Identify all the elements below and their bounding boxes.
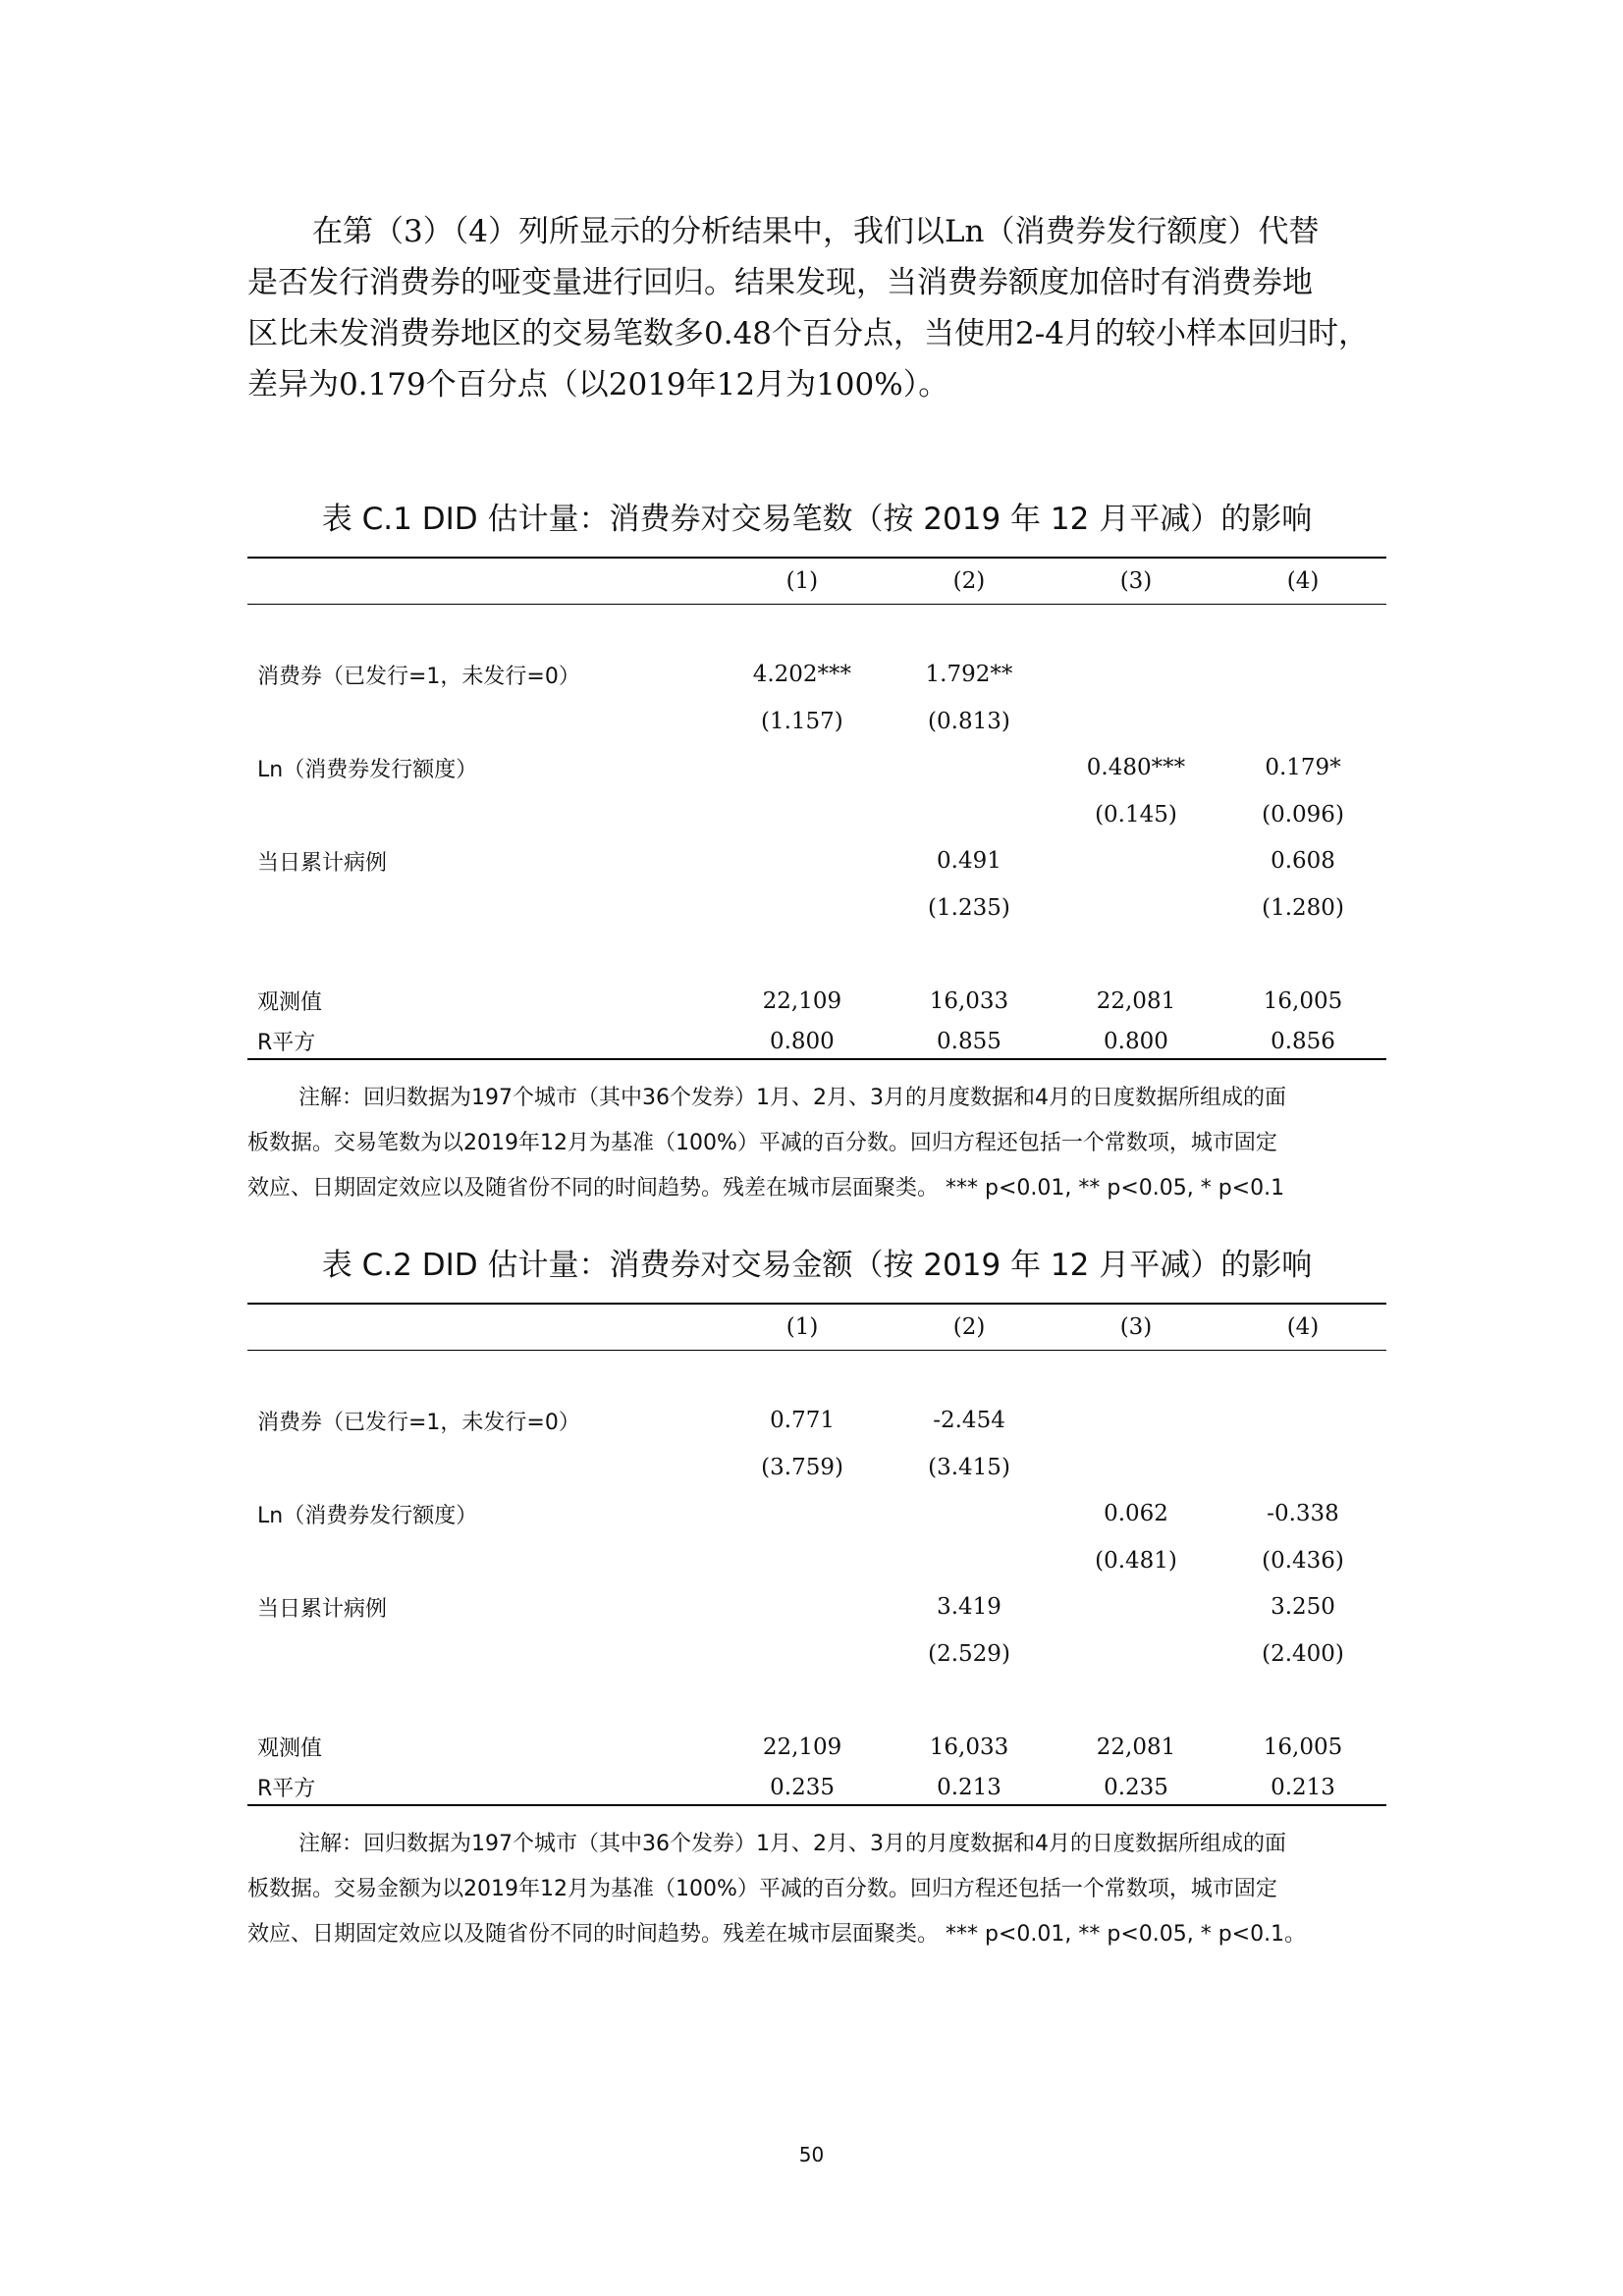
cell: 0.856 xyxy=(1219,1025,1386,1059)
table2-spacer-row xyxy=(247,1678,1386,1725)
row-label xyxy=(247,1444,719,1491)
cell xyxy=(886,791,1053,838)
table1-header-blank xyxy=(247,558,719,605)
cell: 0.179* xyxy=(1265,755,1341,781)
body-line: 是否发行消费券的哑变量进行回归。结果发现，当消费券额度加倍时有消费券地 xyxy=(247,265,1313,300)
cell: (3.759) xyxy=(761,1454,843,1480)
cell: 0.771 xyxy=(770,1408,835,1434)
cell xyxy=(1219,698,1386,745)
cell xyxy=(1053,1584,1219,1631)
cell: 22,081 xyxy=(1096,1734,1176,1760)
cell xyxy=(719,791,886,838)
table-row xyxy=(247,1491,1386,1538)
cell: 0.235 xyxy=(719,1771,886,1805)
cell xyxy=(719,1630,886,1678)
cell: -2.454 xyxy=(933,1408,1005,1434)
note-line: 板数据。交易金额为以2019年12月为基准（100%）平减的百分数。回归方程还包括一个常数项，城市固定 xyxy=(247,1877,1277,1901)
table1-spacer-row xyxy=(247,605,1386,652)
table1-col-header: (1) xyxy=(719,558,886,605)
cell: 0.213 xyxy=(1219,1771,1386,1805)
table1 xyxy=(247,557,1386,1060)
cell: (0.813) xyxy=(928,708,1010,734)
table-row xyxy=(247,698,1386,745)
note-line: 注解：回归数据为197个城市（其中36个发券）1月、2月、3月的月度数据和4月的日度数据所组成的面 xyxy=(298,1832,1286,1856)
cell: 0.062 xyxy=(1104,1501,1168,1527)
cell: 0.480*** xyxy=(1086,755,1186,781)
table1-col-header: (2) xyxy=(886,558,1053,605)
table2-header-blank xyxy=(247,1304,719,1351)
cell: (1.280) xyxy=(1262,894,1344,921)
cell: 22,081 xyxy=(1096,988,1176,1014)
note-line: 效应、日期固定效应以及随省份不同的时间趋势。残差在城市层面聚类。 *** p<0.01, ** p<0.05, * p<0.1。 xyxy=(247,1922,1307,1947)
page-number: 50 xyxy=(798,2143,825,2166)
row-label: 消费券（已发行=1，未发行=0） xyxy=(257,1410,580,1435)
table-row xyxy=(247,1444,1386,1491)
cell: 16,005 xyxy=(1263,1734,1343,1760)
cell xyxy=(1053,1630,1219,1678)
cell: 0.608 xyxy=(1271,848,1335,875)
table-row xyxy=(247,884,1386,932)
cell: 16,005 xyxy=(1263,988,1343,1014)
cell: (1.235) xyxy=(928,894,1010,921)
table2 xyxy=(247,1303,1386,1806)
cell xyxy=(719,884,886,932)
cell xyxy=(1053,884,1219,932)
cell: (0.481) xyxy=(1095,1547,1177,1574)
note-line: 板数据。交易笔数为以2019年12月为基准（100%）平减的百分数。回归方程还包括一个常数项，城市固定 xyxy=(247,1131,1277,1155)
cell xyxy=(1219,652,1386,699)
table2-caption: 表 C.2 DID 估计量：消费券对交易金额（按 2019 年 12 月平减）的影响 xyxy=(321,1248,1313,1283)
table1-note xyxy=(247,1076,1386,1211)
table2-spacer-row xyxy=(247,1351,1386,1398)
cell: (0.436) xyxy=(1262,1547,1344,1574)
cell xyxy=(719,1491,886,1538)
row-label xyxy=(247,1537,719,1584)
cell: 0.855 xyxy=(886,1025,1053,1059)
cell: 16,033 xyxy=(929,988,1009,1014)
cell: 4.202*** xyxy=(752,662,852,688)
cell xyxy=(719,838,886,885)
table-row xyxy=(247,1771,1386,1805)
table-row xyxy=(247,1724,1386,1771)
table-row xyxy=(247,838,1386,885)
table-row xyxy=(247,1398,1386,1445)
cell: (2.529) xyxy=(928,1640,1010,1667)
cell xyxy=(1053,1398,1219,1445)
body-line: 在第（3）（4）列所显示的分析结果中，我们以Ln（消费券发行额度）代替 xyxy=(312,214,1320,249)
note-line: 效应、日期固定效应以及随省份不同的时间趋势。残差在城市层面聚类。 *** p<0.01, ** p<0.05, * p<0.1 xyxy=(247,1176,1285,1201)
row-label: 当日累计病例 xyxy=(257,850,388,876)
cell xyxy=(719,1537,886,1584)
cell xyxy=(1053,698,1219,745)
table2-col-header: (4) xyxy=(1219,1304,1386,1351)
row-label xyxy=(247,884,719,932)
table-row xyxy=(247,1537,1386,1584)
cell: 0.800 xyxy=(1053,1025,1219,1059)
body-line: 差异为0.179个百分点（以2019年12月为100%）。 xyxy=(247,367,949,402)
cell: (0.096) xyxy=(1262,801,1344,828)
row-label: Ln（消费券发行额度） xyxy=(257,1503,478,1528)
cell: 3.250 xyxy=(1271,1594,1335,1621)
cell: 0.800 xyxy=(719,1025,886,1059)
cell: (3.415) xyxy=(928,1454,1010,1480)
cell: (1.157) xyxy=(760,708,843,734)
cell: 1.792** xyxy=(925,662,1013,688)
cell: 16,033 xyxy=(929,1734,1009,1760)
row-label: R平方 xyxy=(247,1025,719,1059)
table2-header-row xyxy=(247,1304,1386,1351)
body-line: 区比未发消费券地区的交易笔数多0.48个百分点，当使用2-4月的较小样本回归时， xyxy=(247,316,1369,351)
cell xyxy=(719,1584,886,1631)
cell: (0.145) xyxy=(1095,801,1177,828)
cell: 3.419 xyxy=(937,1594,1001,1621)
table-row xyxy=(247,791,1386,838)
table-row xyxy=(247,978,1386,1025)
table1-spacer-row xyxy=(247,932,1386,979)
note-line: 注解：回归数据为197个城市（其中36个发券）1月、2月、3月的月度数据和4月的日度数据所组成的面 xyxy=(298,1086,1286,1110)
table2-col-header: (2) xyxy=(886,1304,1053,1351)
row-label xyxy=(247,791,719,838)
table2-note xyxy=(247,1822,1386,1957)
table-row xyxy=(247,1584,1386,1631)
cell xyxy=(1219,1444,1386,1491)
table-row xyxy=(247,652,1386,699)
cell: 0.491 xyxy=(937,848,1001,875)
cell xyxy=(886,1537,1053,1584)
row-label: 当日累计病例 xyxy=(257,1596,388,1622)
row-label: R平方 xyxy=(247,1771,719,1805)
cell: (2.400) xyxy=(1262,1640,1344,1667)
table-row xyxy=(247,1630,1386,1678)
cell: 22,109 xyxy=(762,1734,842,1760)
table2-col-header: (3) xyxy=(1053,1304,1219,1351)
cell xyxy=(886,1491,1053,1538)
cell xyxy=(1053,1444,1219,1491)
table1-col-header: (3) xyxy=(1053,558,1219,605)
body-paragraph xyxy=(247,206,1386,410)
table-row xyxy=(247,745,1386,792)
cell xyxy=(719,745,886,792)
table-row xyxy=(247,1025,1386,1059)
cell xyxy=(1053,838,1219,885)
cell xyxy=(886,745,1053,792)
cell xyxy=(1219,1398,1386,1445)
row-label xyxy=(247,698,719,745)
row-label xyxy=(247,1630,719,1678)
row-label: 观测值 xyxy=(257,990,323,1016)
table2-col-header: (1) xyxy=(719,1304,886,1351)
cell: 22,109 xyxy=(762,988,842,1014)
row-label: 消费券（已发行=1，未发行=0） xyxy=(257,664,580,689)
table1-col-header: (4) xyxy=(1219,558,1386,605)
cell: 0.235 xyxy=(1053,1771,1219,1805)
cell: -0.338 xyxy=(1267,1501,1339,1527)
row-label: Ln（消费券发行额度） xyxy=(257,757,478,782)
table1-header-row xyxy=(247,558,1386,605)
cell xyxy=(1053,652,1219,699)
row-label: 观测值 xyxy=(257,1736,323,1762)
cell: 0.213 xyxy=(886,1771,1053,1805)
table1-caption: 表 C.1 DID 估计量：消费券对交易笔数（按 2019 年 12 月平减）的影响 xyxy=(321,502,1313,537)
